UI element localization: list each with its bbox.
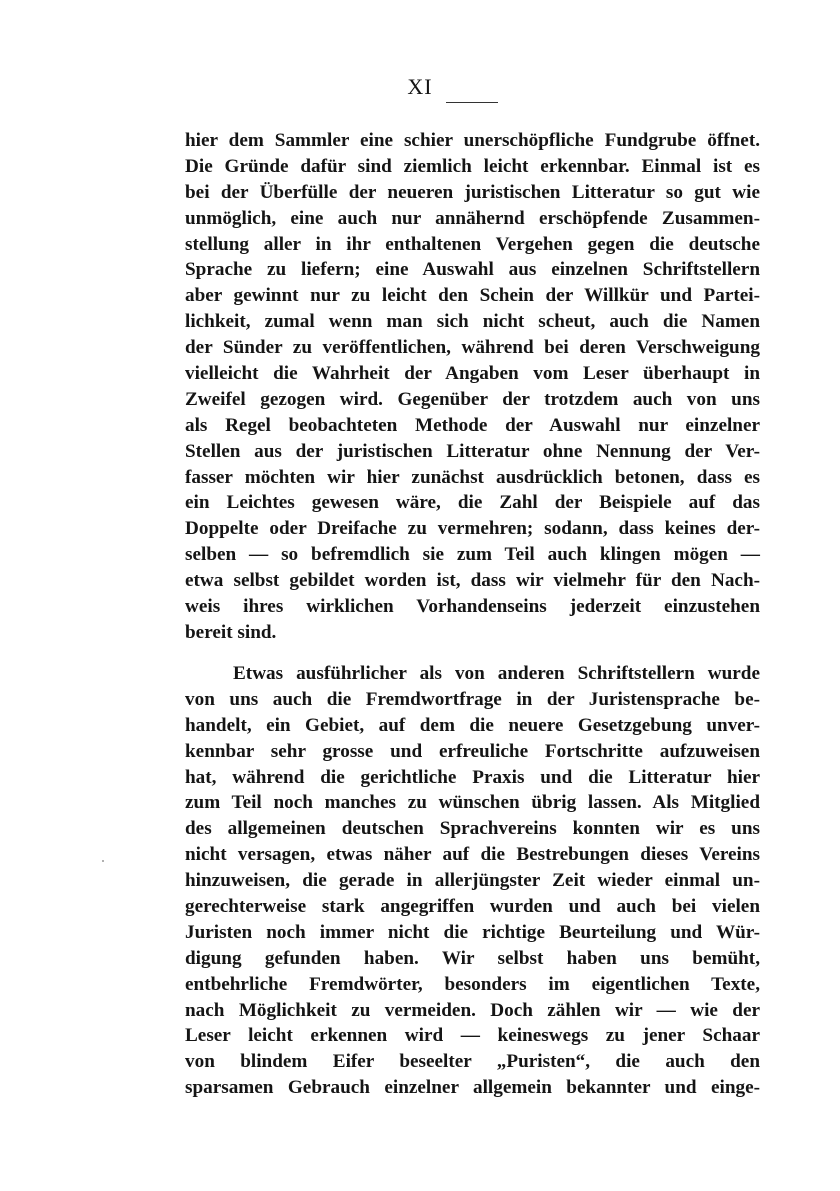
text-line: des allgemeinen deutschen Sprachvereins konnten wir es uns bbox=[185, 818, 760, 840]
text-line: Etwas ausführlicher als von anderen Schriftstellern wurde bbox=[233, 663, 760, 684]
text-line: gerechterweise stark angegriffen wurden und auch bei vielen bbox=[185, 896, 760, 918]
text-line: von uns auch die Fremdwortfrage in der Juristensprache be- bbox=[185, 688, 760, 710]
text-line: lichkeit, zumal wenn man sich nicht scheut, auch die Namen bbox=[185, 311, 760, 333]
text-line: Sprache zu liefern; eine Auswahl aus einzelnen Schriftstellern bbox=[185, 259, 760, 281]
text-line: stellung aller in ihr enthaltenen Vergehen gegen die deutsche bbox=[185, 233, 760, 255]
text-line: ein Leichtes gewesen wäre, die Zahl der Beispiele auf das bbox=[185, 492, 760, 514]
text-line: etwa selbst gebildet worden ist, dass wir vielmehr für den Nach- bbox=[185, 570, 760, 592]
text-line: kennbar sehr grosse und erfreuliche Fortschritte aufzuweisen bbox=[185, 740, 760, 762]
page-number: XI bbox=[407, 74, 433, 99]
text-line: als Regel beobachteten Methode der Auswahl nur einzelner bbox=[185, 414, 760, 436]
page-number-rule bbox=[446, 102, 498, 103]
text-line: nicht versagen, etwas näher auf die Bestrebungen dieses Vereins bbox=[185, 844, 760, 866]
text-line: Zweifel gezogen wird. Gegenüber der trotzdem auch von uns bbox=[185, 388, 760, 410]
text-line: digung gefunden haben. Wir selbst haben uns bemüht, bbox=[185, 947, 760, 969]
text-line: entbehrliche Fremdwörter, besonders im eigentlichen Texte, bbox=[185, 973, 760, 995]
text-line: zum Teil noch manches zu wünschen übrig lassen. Als Mitglied bbox=[185, 792, 760, 814]
text-line: selben — so befremdlich sie zum Teil auch klingen mögen — bbox=[185, 544, 760, 566]
text-line: handelt, ein Gebiet, auf dem die neuere Gesetzgebung unver- bbox=[185, 714, 760, 736]
margin-speck bbox=[102, 860, 104, 862]
text-line: Doppelte oder Dreifache zu vermehren; sodann, dass keines der- bbox=[185, 518, 760, 540]
text-line: hinzuweisen, die gerade in allerjüngster Zeit wieder einmal un- bbox=[185, 870, 760, 892]
text-line: Stellen aus der juristischen Litteratur ohne Nennung der Ver- bbox=[185, 440, 760, 462]
text-line: bei der Überfülle der neueren juristischen Litteratur so gut wie bbox=[185, 181, 760, 203]
paragraph-1 bbox=[185, 128, 760, 646]
text-line: hier dem Sammler eine schier unerschöpfliche Fundgrube öffnet. bbox=[185, 130, 760, 151]
text-line: Die Gründe dafür sind ziemlich leicht erkennbar. Einmal ist es bbox=[185, 155, 760, 177]
text-line: sparsamen Gebrauch einzelner allgemein bekannter und einge- bbox=[185, 1077, 760, 1099]
text-line: unmöglich, eine auch nur annähernd erschöpfende Zusammen- bbox=[185, 207, 760, 229]
text-line: weis ihres wirklichen Vorhandenseins jederzeit einzustehen bbox=[185, 596, 760, 618]
text-line: aber gewinnt nur zu leicht den Schein der Willkür und Partei- bbox=[185, 285, 760, 307]
text-line: vielleicht die Wahrheit der Angaben vom Leser überhaupt in bbox=[185, 363, 760, 385]
text-line: Leser leicht erkennen wird — keineswegs zu jener Schaar bbox=[185, 1025, 760, 1047]
text-line: von blindem Eifer beseelter „Puristen“, die auch den bbox=[185, 1051, 760, 1073]
text-line: bereit sind. bbox=[185, 621, 277, 643]
text-line: hat, während die gerichtliche Praxis und die Litteratur hier bbox=[185, 766, 760, 788]
text-line: fasser möchten wir hier zunächst ausdrücklich betonen, dass es bbox=[185, 466, 760, 488]
text-line: der Sünder zu veröffentlichen, während bei deren Verschweigung bbox=[185, 337, 760, 359]
text-line: nach Möglichkeit zu vermeiden. Doch zählen wir — wie der bbox=[185, 999, 760, 1021]
text-line: Juristen noch immer nicht die richtige Beurteilung und Wür- bbox=[185, 921, 760, 943]
paragraph-2 bbox=[185, 661, 760, 1101]
